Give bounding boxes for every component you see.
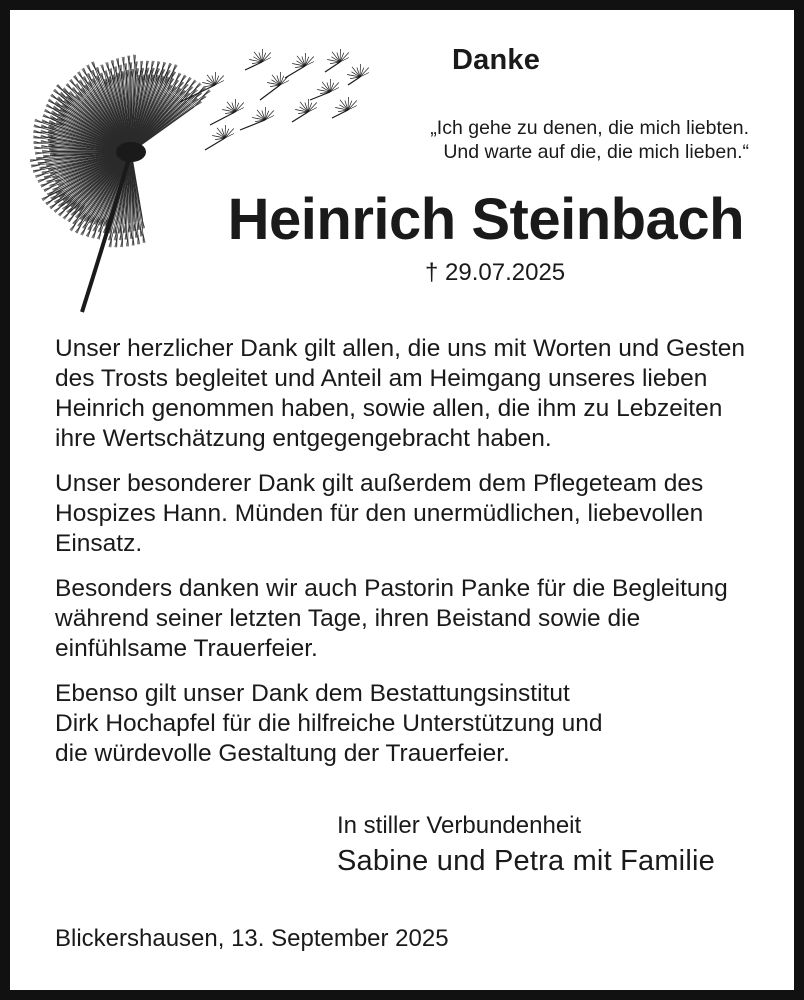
- text-line: Unser herzlicher Dank gilt allen, die uns mit Worten und Gesten: [55, 335, 745, 362]
- quote: [430, 116, 749, 164]
- heading: Danke: [452, 44, 541, 76]
- place-date: Blickershausen, 13. September 2025: [55, 925, 449, 952]
- paragraph: [55, 469, 765, 559]
- text-line: Heinrich genommen haben, sowie allen, die ihm zu Lebzeiten: [55, 395, 723, 422]
- text-line: Hospizes Hann. Münden für den unermüdlichen, liebevollen: [55, 500, 704, 527]
- text-line: Einsatz.: [55, 530, 143, 557]
- deceased-name: Heinrich Steinbach: [227, 187, 744, 252]
- dandelion-icon: [30, 30, 370, 320]
- closing-phrase: In stiller Verbundenheit: [337, 812, 582, 839]
- text-line: Ebenso gilt unser Dank dem Bestattungsinstitut: [55, 680, 570, 707]
- text-line: Dirk Hochapfel für die hilfreiche Unterstützung und: [55, 710, 603, 737]
- quote-line: Und warte auf die, die mich lieben.“: [443, 141, 749, 163]
- paragraph: [55, 679, 765, 769]
- thanks-text: [55, 334, 765, 784]
- text-line: Besonders danken wir auch Pastorin Panke für die Begleitung: [55, 575, 728, 602]
- paragraph: [55, 574, 765, 664]
- paragraph: [55, 334, 765, 454]
- text-line: Unser besonderer Dank gilt außerdem dem Pflegeteam des: [55, 470, 704, 497]
- text-line: die würdevolle Gestaltung der Trauerfeier.: [55, 740, 510, 767]
- death-date: † 29.07.2025: [425, 259, 566, 286]
- text-line: einfühlsame Trauerfeier.: [55, 635, 318, 662]
- text-line: des Trosts begleitet und Anteil am Heimgang unseres lieben: [55, 365, 708, 392]
- text-line: während seiner letzten Tage, ihren Beistand sowie die: [55, 605, 641, 632]
- signers: Sabine und Petra mit Familie: [337, 845, 715, 877]
- quote-line: „Ich gehe zu denen, die mich liebten.: [430, 117, 749, 139]
- text-line: ihre Wertschätzung entgegengebracht haben.: [55, 425, 552, 452]
